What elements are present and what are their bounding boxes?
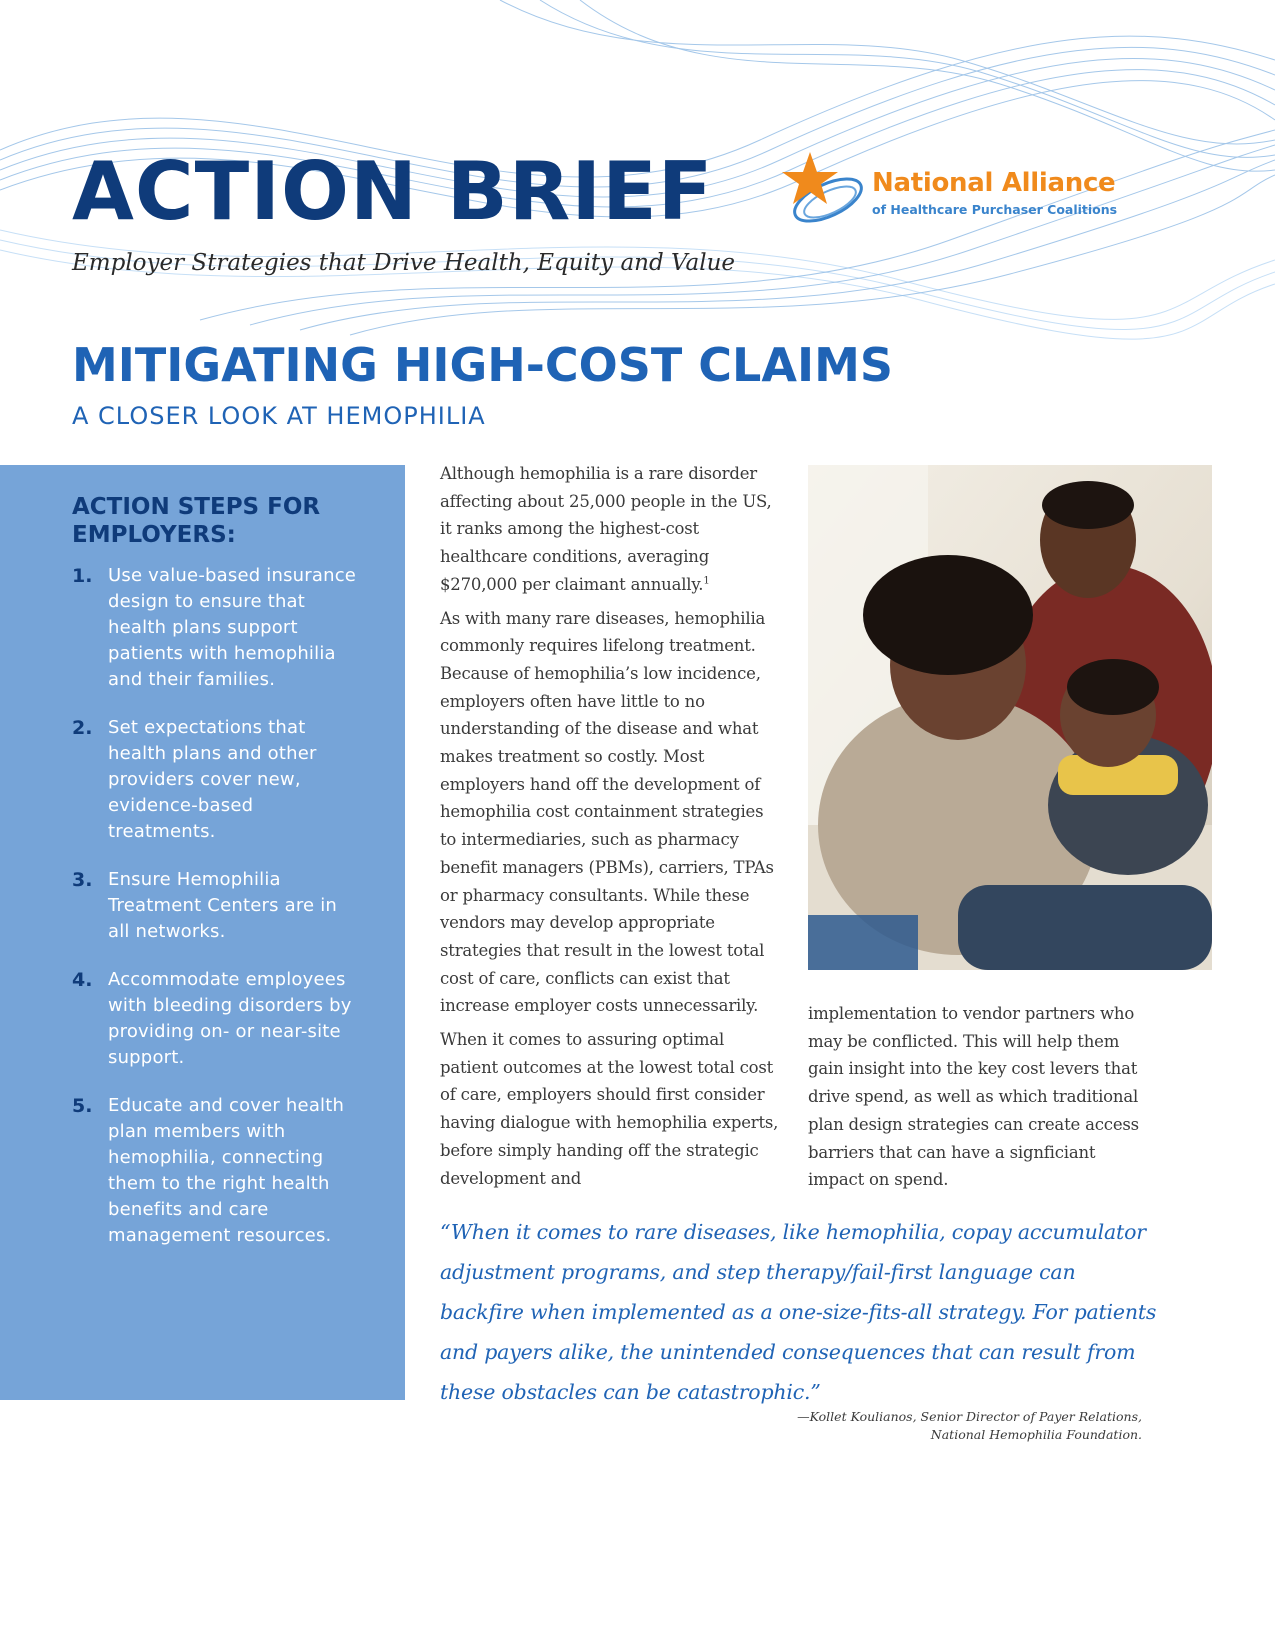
document-title: ACTION BRIEF: [72, 145, 714, 238]
step-text: Educate and cover health plan members with hemophilia, connecting them to the right health benefits and care management resources.: [108, 1095, 345, 1246]
step-text: Use value-based insurance design to ensure that health plans support patients with hemophilia and their families.: [108, 565, 357, 690]
action-step: [72, 715, 362, 845]
national-alliance-logo: [780, 150, 1160, 240]
paragraph-text: Although hemophilia is a rare disorder affecting about 25,000 people in the US, it ranks among the highest-cost healthcare conditions, averaging $270,000 per claimant annually.: [440, 464, 772, 594]
action-step: [72, 867, 362, 945]
logo-tagline: of Healthcare Purchaser Coalitions: [872, 202, 1118, 217]
step-text: Set expectations that health plans and other providers cover new, evidence-based treatments.: [108, 717, 317, 842]
quote-attribution: [700, 1408, 1142, 1444]
pull-quote: “When it comes to rare diseases, like hemophilia, copay accumulator adjustment programs, and step therapy/fail-first language can backfire when implemented as a one-size-fits-all strategy. For patients and payers alike, the unintended consequences that can result from these obstacles can be catastrophic.”: [440, 1220, 1157, 1404]
action-steps-panel: [0, 465, 405, 1400]
footnote-marker: 1: [703, 575, 710, 587]
body-paragraph-continued: implementation to vendor partners who may be conflicted. This will help them gain insight into the key cost levers that drive spend, as well as which traditional plan design strategies can create access barriers that can have a signficiant impact on spend.: [808, 1004, 1139, 1190]
step-number: 4.: [72, 969, 93, 991]
step-number: 1.: [72, 565, 93, 587]
action-steps-heading: ACTION STEPS FOR EMPLOYERS:: [72, 494, 321, 548]
body-column-left: [440, 460, 780, 1198]
step-number: 2.: [72, 717, 93, 739]
body-paragraph: When it comes to assuring optimal patient outcomes at the lowest total cost of care, employers should first consider having dialogue with hemophilia experts, before simply handing off the strategic development and: [440, 1030, 779, 1188]
action-step: [72, 1093, 362, 1249]
step-number: 5.: [72, 1095, 93, 1117]
section-subheadline: A CLOSER LOOK AT HEMOPHILIA: [72, 402, 486, 430]
attribution-line: —Kollet Koulianos, Senior Director of Payer Relations,: [797, 1409, 1142, 1424]
attribution-line: National Hemophilia Foundation.: [930, 1427, 1142, 1442]
body-paragraph: [440, 460, 780, 599]
step-text: Ensure Hemophilia Treatment Centers are in all networks.: [108, 869, 338, 942]
document-subtitle: Employer Strategies that Drive Health, Equity and Value: [72, 250, 736, 276]
step-text: Accommodate employees with bleeding disorders by providing on- or near-site support.: [108, 969, 352, 1068]
action-step: [72, 967, 362, 1071]
body-paragraph: As with many rare diseases, hemophilia commonly requires lifelong treatment. Because of hemophilia’s low incidence, employers often have little to no understanding of the disease and what makes treatment so costly. Most employers hand off the development of hemophilia cost containment strategies to intermediaries, such as pharmacy benefit managers (PBMs), carriers, TPAs or pharmacy consultants. While these vendors may develop appropriate strategies that result in the lowest total cost of care, conflicts can exist that increase employer costs unnecessarily.: [440, 608, 774, 1016]
step-number: 3.: [72, 869, 93, 891]
family-photo-illustration: [808, 465, 1212, 970]
star-swoosh-icon: [780, 150, 870, 230]
action-steps-list: [72, 563, 362, 1271]
family-photo: [808, 465, 1212, 970]
section-headline: MITIGATING HIGH-COST CLAIMS: [72, 338, 893, 392]
action-step: [72, 563, 362, 693]
logo-name: National Alliance: [872, 168, 1116, 198]
body-column-right: [808, 1000, 1153, 1200]
